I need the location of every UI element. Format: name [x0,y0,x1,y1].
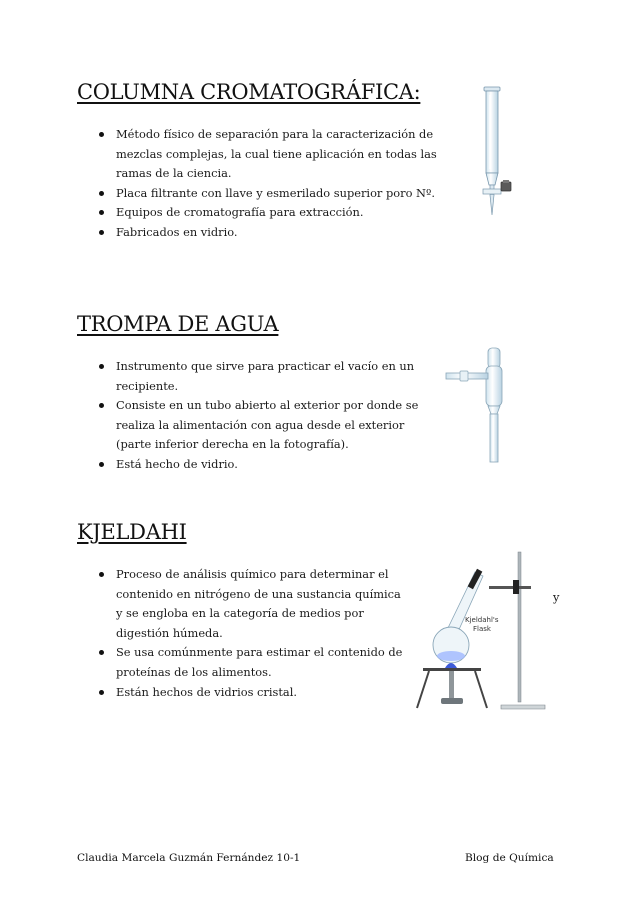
flask-label-line2: Flask [473,625,491,633]
list-item: Instrumento que sirve para practicar el vacío en un recipiente. [88,357,423,396]
stray-character: y [553,590,560,604]
bullet-list-trompa [88,357,423,475]
list-item: Proceso de análisis químico para determinar el contenido en nitrógeno de una sustancia química y se engloba en la categoría de medios por digestión húmeda. [88,565,403,643]
section-title-trompa: TROMPA DE AGUA [77,312,279,336]
chromatography-column-image [470,85,530,235]
section-title-kjeldahi: KJELDAHI [77,520,187,544]
bullet-list-columna [88,125,443,243]
section-title-columna: COLUMNA CROMATOGRÁFICA: [77,80,421,104]
list-item: Fabricados en vidrio. [88,223,443,243]
list-item: Placa filtrante con llave y esmerilado superior poro Nº. [88,184,443,204]
footer-author: Claudia Marcela Guzmán Fernández 10-1 [77,852,301,864]
list-item: Consiste en un tubo abierto al exterior por donde se realiza la alimentación con agua desde el exterior (parte inferior derecha en la fotografía). [88,396,423,455]
flask-label-line1: Kjeldahl's [465,616,499,624]
kjeldahl-flask-image [405,550,555,712]
footer-blog: Blog de Química [465,852,554,864]
list-item: Están hechos de vidrios cristal. [88,683,403,703]
list-item: Método físico de separación para la caracterización de mezclas complejas, la cual tiene aplicación en todas las ramas de la ciencia. [88,125,443,184]
list-item: Se usa comúnmente para estimar el contenido de proteínas de los alimentos. [88,643,403,682]
bullet-list-kjeldahi [88,565,403,702]
list-item: Está hecho de vidrio. [88,455,423,475]
water-aspirator-image [438,342,528,467]
list-item: Equipos de cromatografía para extracción. [88,203,443,223]
